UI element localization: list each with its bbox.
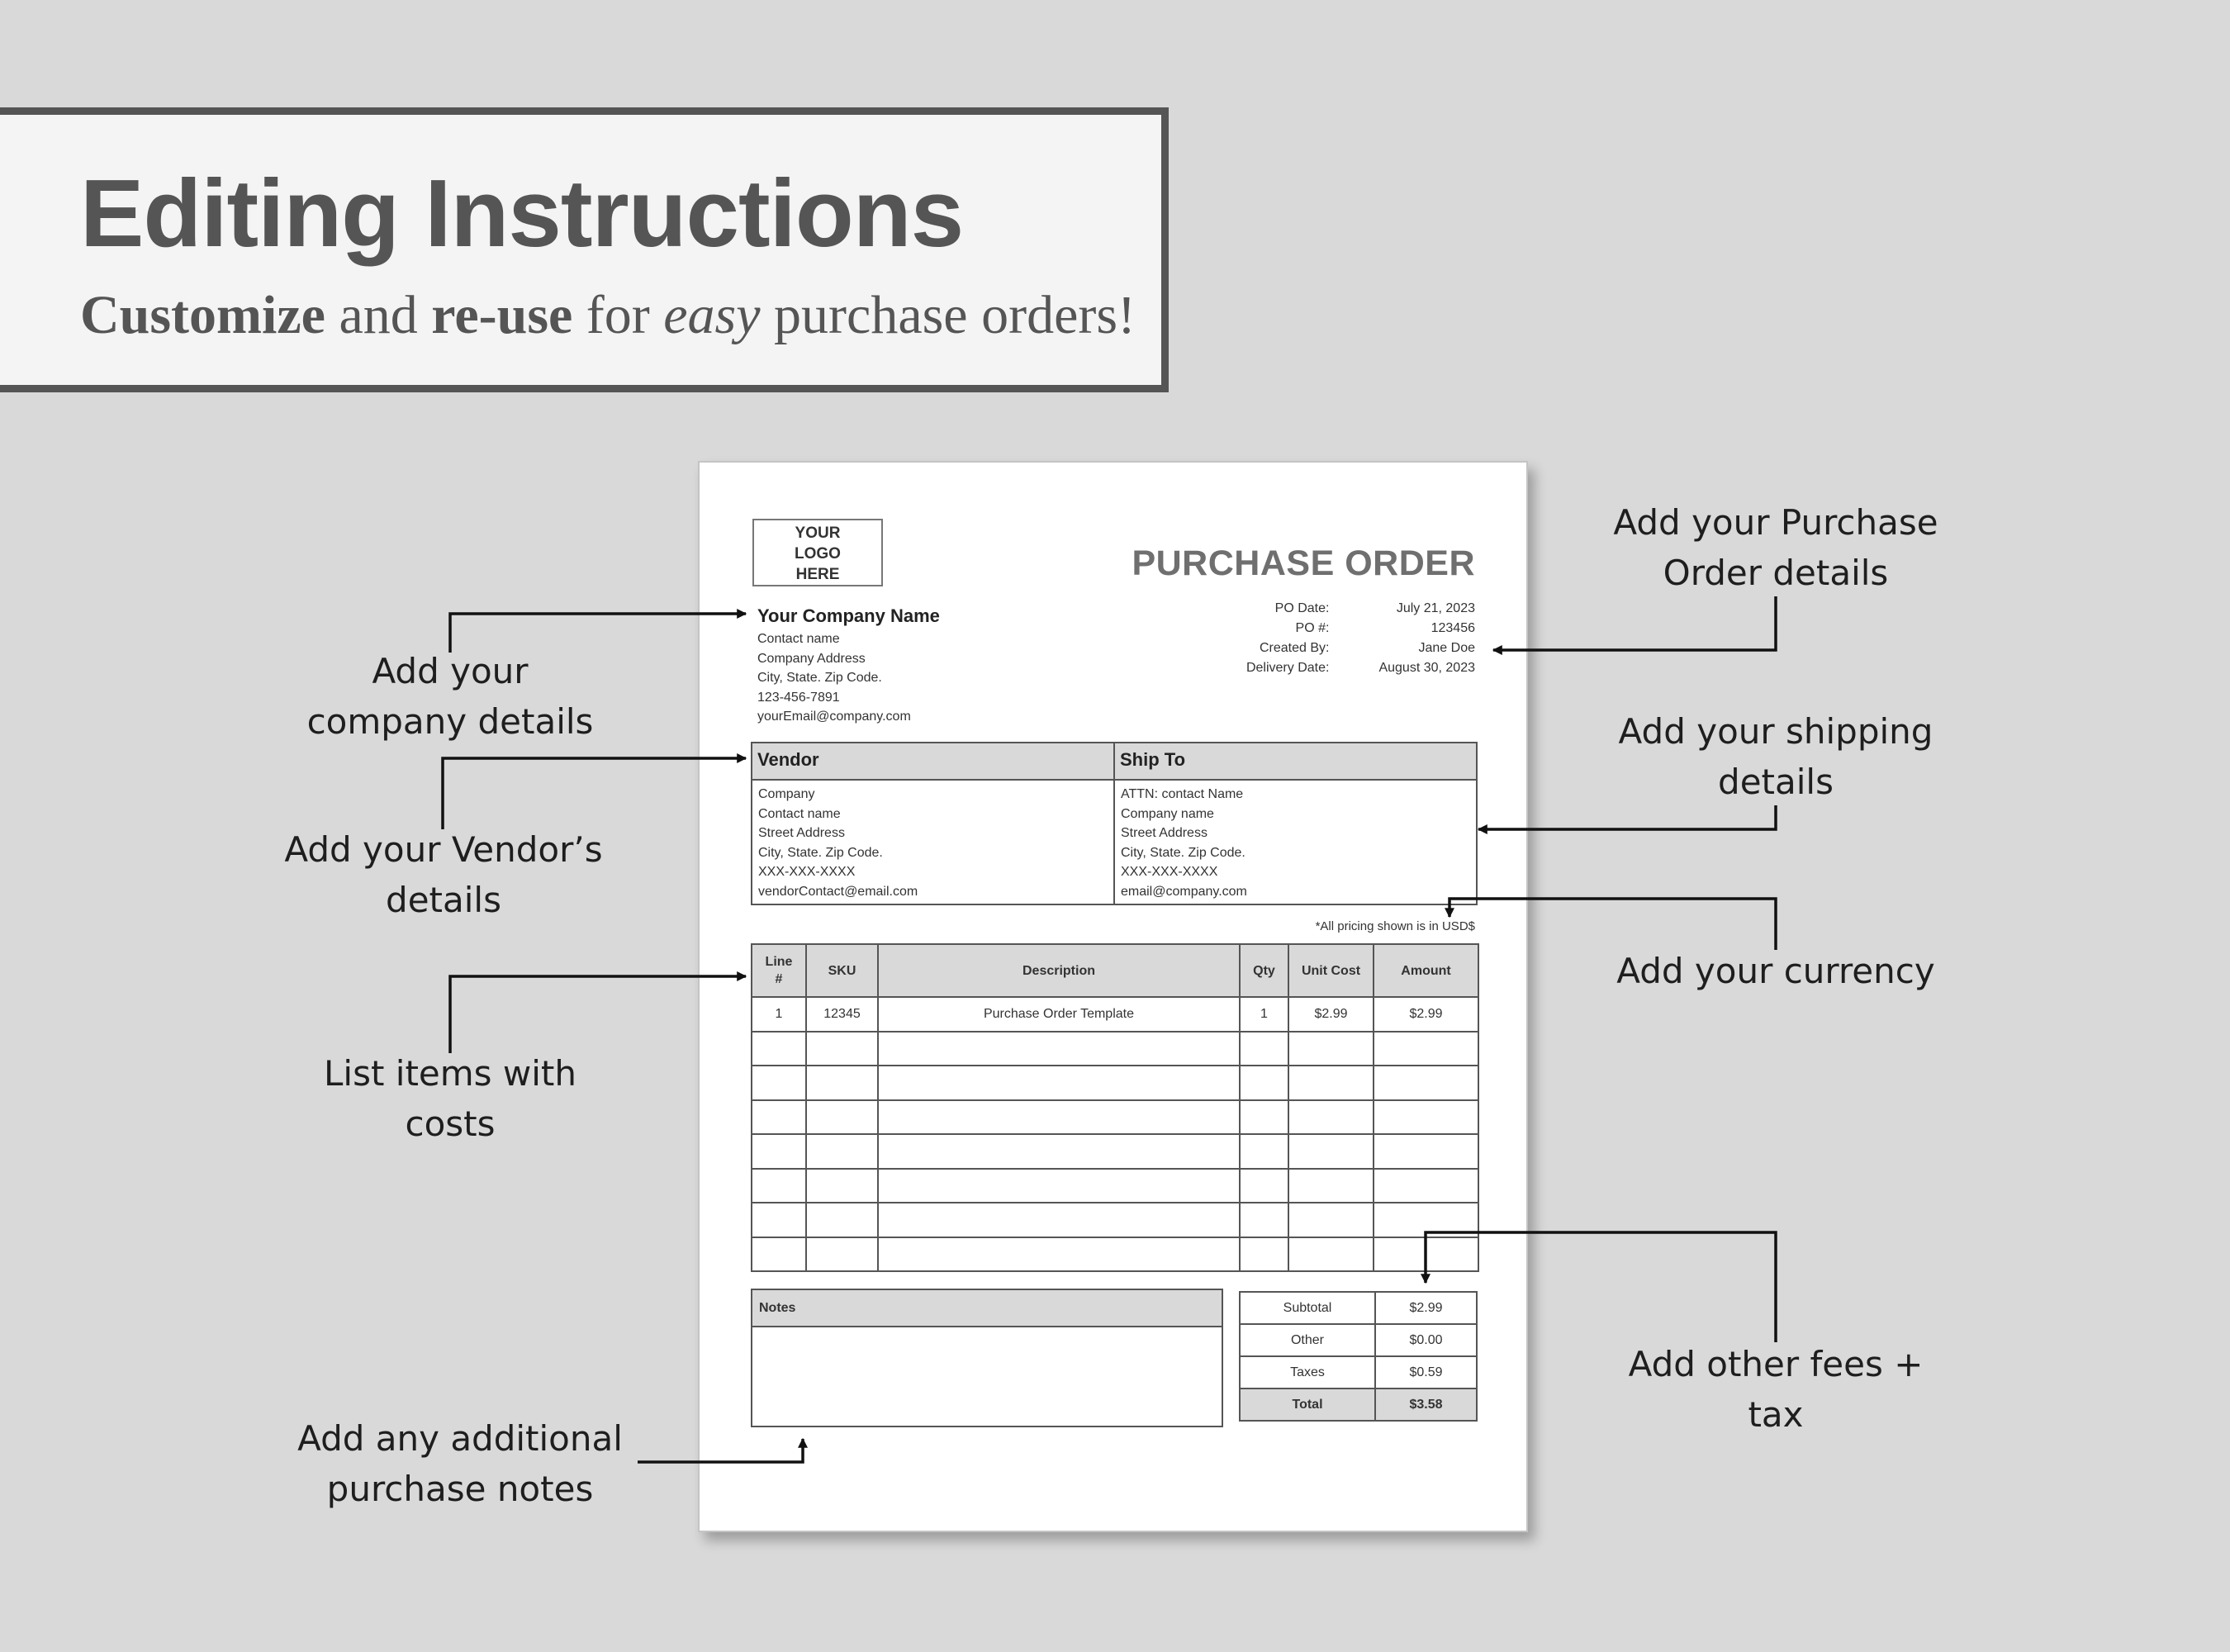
po-detail-label: PO #: bbox=[1295, 621, 1330, 635]
totals-row bbox=[1240, 1292, 1477, 1324]
callout-line: Add other fees + bbox=[1628, 1344, 1924, 1384]
company-city: City, State. Zip Code. bbox=[757, 671, 882, 685]
po-detail-row bbox=[1246, 658, 1475, 678]
subtitle-word-customize: Customize bbox=[80, 285, 325, 345]
table-row bbox=[752, 1237, 1478, 1272]
cell-unit-cost: $2.99 bbox=[1288, 997, 1374, 1032]
line-items-body bbox=[752, 997, 1478, 1271]
cell-amount bbox=[1374, 1203, 1478, 1237]
po-detail-label: Delivery Date: bbox=[1245, 661, 1330, 675]
notes-header: Notes bbox=[752, 1290, 1222, 1327]
cell-sku bbox=[806, 1169, 878, 1203]
po-detail-value: August 30, 2023 bbox=[1378, 661, 1475, 675]
table-row bbox=[752, 1203, 1478, 1237]
cell-qty bbox=[1240, 1100, 1288, 1135]
cell-unit-cost bbox=[1288, 1203, 1374, 1237]
subtitle-text: purchase orders! bbox=[760, 285, 1136, 345]
table-row bbox=[752, 1066, 1478, 1100]
totals-label: Other bbox=[1240, 1324, 1375, 1356]
callout-vendor-details bbox=[262, 824, 625, 925]
cell-unit-cost bbox=[1288, 1066, 1374, 1100]
callout-shipping-details bbox=[1578, 706, 1974, 807]
cell-line bbox=[752, 1100, 806, 1135]
cell-sku bbox=[806, 1203, 878, 1237]
po-detail-row bbox=[1246, 619, 1475, 638]
logo-placeholder bbox=[752, 519, 883, 586]
column-header-unit-cost: Unit Cost bbox=[1288, 944, 1374, 997]
cell-sku bbox=[806, 1134, 878, 1169]
callout-company-details bbox=[285, 646, 615, 747]
callout-line: Add your Purchase bbox=[1613, 502, 1938, 543]
totals-table bbox=[1239, 1291, 1478, 1422]
cell-qty bbox=[1240, 1237, 1288, 1272]
cell-amount bbox=[1374, 1100, 1478, 1135]
po-title: PURCHASE ORDER bbox=[1132, 544, 1475, 583]
line-items-table bbox=[751, 943, 1479, 1272]
po-detail-label: Created By: bbox=[1259, 641, 1330, 655]
company-name: Your Company Name bbox=[757, 605, 940, 626]
callout-line: company details bbox=[306, 701, 594, 742]
cell-amount bbox=[1374, 1237, 1478, 1272]
purchase-order-document bbox=[698, 461, 1528, 1532]
po-detail-value: Jane Doe bbox=[1418, 641, 1475, 655]
ship-to-line: Company name bbox=[1121, 806, 1214, 821]
column-header-qty: Qty bbox=[1240, 944, 1288, 997]
cell-sku bbox=[806, 1100, 878, 1135]
totals-label: Subtotal bbox=[1240, 1292, 1375, 1324]
vendor-line: Contact name bbox=[758, 806, 841, 821]
po-detail-row bbox=[1246, 638, 1475, 658]
company-phone: 123-456-7891 bbox=[757, 690, 840, 705]
ship-to-line: Street Address bbox=[1121, 826, 1208, 840]
subtitle-word-easy: easy bbox=[663, 285, 761, 345]
logo-text: HERE bbox=[795, 566, 840, 583]
page-title: Editing Instructions bbox=[80, 159, 964, 267]
callout-line: purchase notes bbox=[326, 1469, 594, 1509]
vendor-line: vendorContact@email.com bbox=[758, 884, 918, 899]
callout-line: details bbox=[386, 880, 501, 920]
cell-line bbox=[752, 1134, 806, 1169]
page-subtitle bbox=[80, 284, 1136, 347]
cell-unit-cost bbox=[1288, 1169, 1374, 1203]
callout-line: Add your bbox=[372, 651, 529, 691]
table-row bbox=[752, 997, 1478, 1032]
ship-to-header: Ship To bbox=[1115, 743, 1476, 781]
totals-row-total bbox=[1240, 1389, 1477, 1421]
cell-unit-cost bbox=[1288, 1032, 1374, 1066]
po-detail-label: PO Date: bbox=[1274, 601, 1330, 615]
callout-line: List items with bbox=[324, 1053, 576, 1094]
company-contact: Contact name bbox=[757, 632, 840, 646]
cell-description bbox=[878, 1237, 1240, 1272]
table-row bbox=[752, 1134, 1478, 1169]
logo-text: LOGO bbox=[795, 545, 841, 563]
cell-sku: 12345 bbox=[806, 997, 878, 1032]
logo-text: YOUR bbox=[795, 525, 841, 542]
po-detail-row bbox=[1246, 599, 1475, 619]
callout-purchase-notes bbox=[278, 1413, 642, 1514]
ship-to-line: ATTN: contact Name bbox=[1121, 787, 1244, 801]
vendor-line: XXX-XXX-XXXX bbox=[758, 865, 856, 879]
cell-qty bbox=[1240, 1169, 1288, 1203]
callout-line: Add any additional bbox=[297, 1418, 623, 1459]
cell-sku bbox=[806, 1032, 878, 1066]
callout-line: details bbox=[1718, 762, 1834, 802]
cell-unit-cost bbox=[1288, 1100, 1374, 1135]
header-line-text: Line bbox=[765, 955, 793, 969]
cell-line bbox=[752, 1237, 806, 1272]
totals-value: $2.99 bbox=[1375, 1292, 1477, 1324]
ship-to-column bbox=[1113, 743, 1476, 904]
column-header-line bbox=[752, 944, 806, 997]
table-header-row bbox=[752, 944, 1478, 997]
cell-amount bbox=[1374, 1169, 1478, 1203]
cell-amount bbox=[1374, 1032, 1478, 1066]
totals-row bbox=[1240, 1356, 1477, 1389]
column-header-amount: Amount bbox=[1374, 944, 1478, 997]
totals-label: Taxes bbox=[1240, 1356, 1375, 1389]
company-address: Company Address bbox=[757, 651, 866, 666]
cell-line bbox=[752, 1032, 806, 1066]
column-header-sku: SKU bbox=[806, 944, 878, 997]
callout-po-details bbox=[1578, 497, 1974, 598]
column-header-description: Description bbox=[878, 944, 1240, 997]
company-email: yourEmail@company.com bbox=[757, 710, 911, 724]
totals-value: $0.00 bbox=[1375, 1324, 1477, 1356]
ship-to-line: email@company.com bbox=[1121, 884, 1247, 899]
cell-qty bbox=[1240, 1134, 1288, 1169]
cell-qty bbox=[1240, 1203, 1288, 1237]
totals-label: Total bbox=[1240, 1389, 1375, 1421]
subtitle-text: for bbox=[572, 285, 664, 345]
cell-line bbox=[752, 1066, 806, 1100]
vendor-line: Company bbox=[758, 787, 815, 801]
title-banner bbox=[0, 107, 1169, 392]
currency-note: *All pricing shown is in USD$ bbox=[1315, 919, 1475, 933]
cell-description: Purchase Order Template bbox=[878, 997, 1240, 1032]
address-section bbox=[751, 742, 1478, 905]
callout-list-items bbox=[285, 1048, 615, 1149]
ship-to-line: City, State. Zip Code. bbox=[1121, 845, 1245, 860]
cell-unit-cost bbox=[1288, 1134, 1374, 1169]
callout-currency bbox=[1578, 946, 1974, 996]
cell-description bbox=[878, 1100, 1240, 1135]
callout-line: Order details bbox=[1663, 553, 1889, 593]
arrow-po-details bbox=[1493, 596, 1776, 650]
company-details bbox=[757, 603, 940, 727]
cell-amount: $2.99 bbox=[1374, 997, 1478, 1032]
po-details-table bbox=[1246, 599, 1475, 678]
vendor-column bbox=[752, 743, 1113, 904]
vendor-line: Street Address bbox=[758, 826, 845, 840]
table-row bbox=[752, 1169, 1478, 1203]
cell-description bbox=[878, 1066, 1240, 1100]
cell-qty bbox=[1240, 1066, 1288, 1100]
vendor-details bbox=[752, 781, 1113, 905]
cell-line: 1 bbox=[752, 997, 806, 1032]
cell-line bbox=[752, 1203, 806, 1237]
po-details bbox=[1246, 599, 1475, 678]
cell-sku bbox=[806, 1066, 878, 1100]
notes-box bbox=[751, 1289, 1223, 1427]
po-detail-value: 123456 bbox=[1431, 621, 1475, 635]
totals-value: $0.59 bbox=[1375, 1356, 1477, 1389]
table-row bbox=[752, 1100, 1478, 1135]
cell-amount bbox=[1374, 1134, 1478, 1169]
cell-description bbox=[878, 1032, 1240, 1066]
subtitle-word-reuse: re-use bbox=[431, 285, 573, 345]
cell-description bbox=[878, 1134, 1240, 1169]
table-row bbox=[752, 1032, 1478, 1066]
cell-qty bbox=[1240, 1032, 1288, 1066]
totals-row bbox=[1240, 1324, 1477, 1356]
subtitle-text: and bbox=[325, 285, 432, 345]
callout-line: Add your Vendor’s bbox=[284, 829, 603, 870]
vendor-line: City, State. Zip Code. bbox=[758, 845, 883, 860]
cell-description bbox=[878, 1203, 1240, 1237]
cell-line bbox=[752, 1169, 806, 1203]
header-line-hash: # bbox=[775, 972, 783, 986]
callout-line: Add your shipping bbox=[1618, 711, 1933, 752]
ship-to-details bbox=[1115, 781, 1476, 905]
totals-value: $3.58 bbox=[1375, 1389, 1477, 1421]
cell-amount bbox=[1374, 1066, 1478, 1100]
callout-fees-tax bbox=[1578, 1339, 1974, 1440]
cell-qty: 1 bbox=[1240, 997, 1288, 1032]
callout-line: costs bbox=[405, 1104, 496, 1144]
cell-sku bbox=[806, 1237, 878, 1272]
callout-line: tax bbox=[1748, 1394, 1804, 1435]
cell-description bbox=[878, 1169, 1240, 1203]
callout-line: Add your currency bbox=[1616, 951, 1935, 991]
po-detail-value: July 21, 2023 bbox=[1396, 601, 1475, 615]
vendor-header: Vendor bbox=[752, 743, 1113, 781]
ship-to-line: XXX-XXX-XXXX bbox=[1121, 865, 1218, 879]
cell-unit-cost bbox=[1288, 1237, 1374, 1272]
